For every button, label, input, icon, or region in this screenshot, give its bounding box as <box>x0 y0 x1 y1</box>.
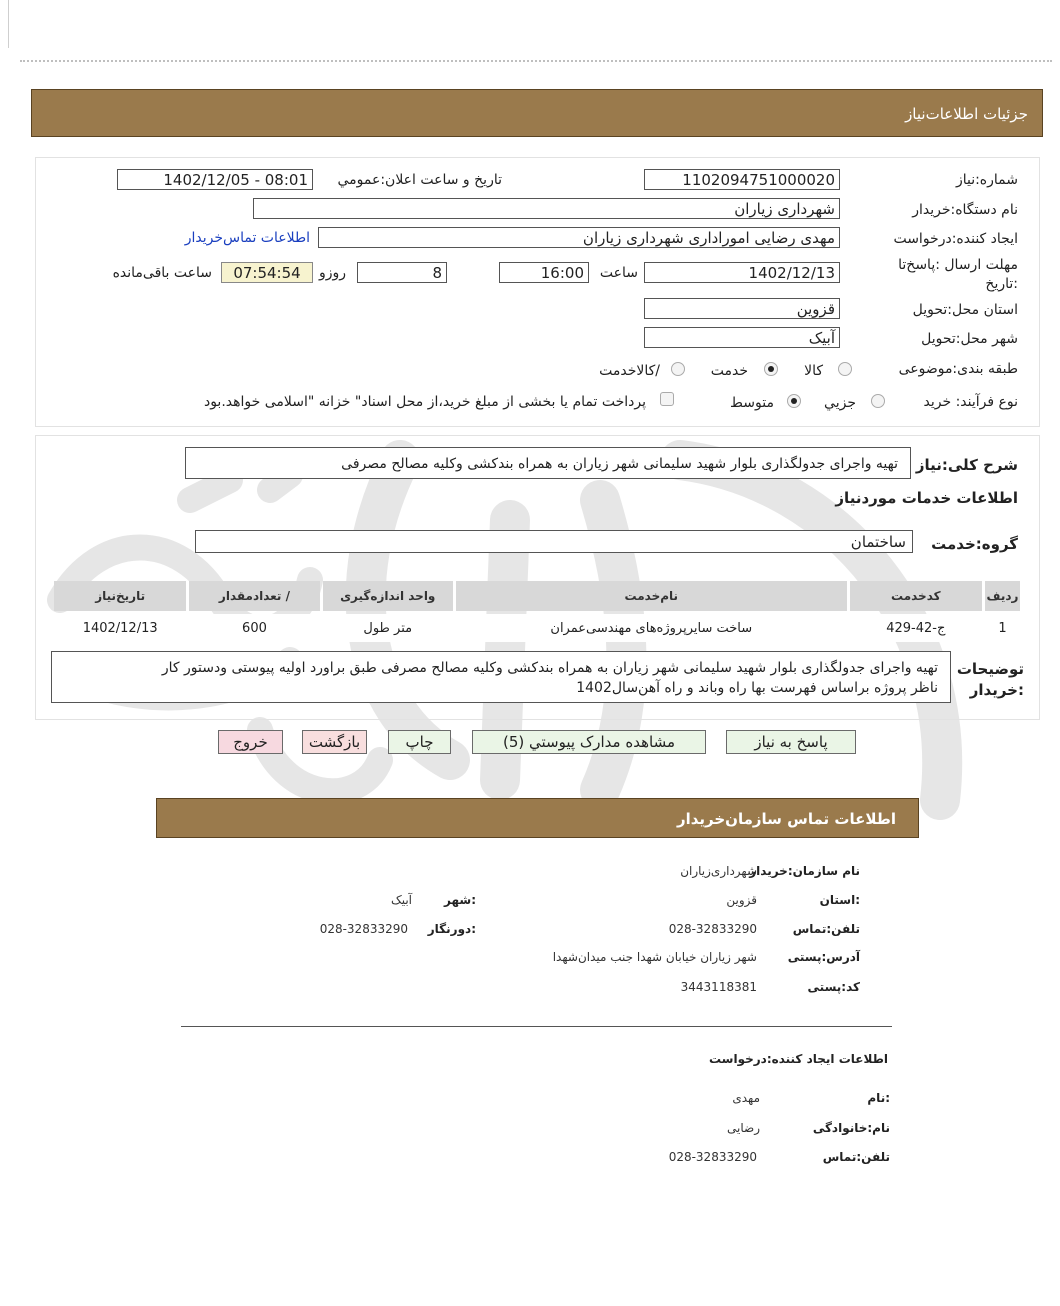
details-header <box>31 89 1043 137</box>
contact-fax-label: :دورنگار <box>427 922 476 936</box>
contact-header <box>156 798 919 838</box>
deadline-time-label: ساعت <box>599 265 638 281</box>
back-button[interactable]: بازگشت <box>302 730 367 754</box>
services-table-header <box>54 581 1020 611</box>
buyer-notes-label-line2: :خریدار <box>969 681 1024 699</box>
need-number-field: 1102094751000020 <box>644 169 840 190</box>
deadline-label-line1: مهلت ارسال :پاسخ‌تا <box>898 257 1018 273</box>
service-group-label: گروه:خدمت <box>931 535 1018 553</box>
cell-quantity: 600 <box>189 614 319 642</box>
buyer-notes-label-line1: توضیحات <box>956 660 1024 678</box>
announce-date-field: 1402/12/05 - 08:01 <box>117 169 313 190</box>
contact-city-label: :شهر <box>444 893 476 907</box>
remaining-time-label: ساعت باقی‌مانده <box>112 265 212 281</box>
category-option-service: خدمت <box>710 363 748 379</box>
city-label: شهر محل:تحویل <box>921 331 1018 347</box>
creator-family-value: رضایی <box>727 1121 760 1135</box>
attachments-button[interactable]: مشاهده مدارک پیوستي (5) <box>472 730 706 754</box>
contact-header-title: اطلاعات تماس سازمان‌خریدار <box>676 810 896 828</box>
process-radio-medium[interactable] <box>787 394 801 408</box>
cell-unit: متر طول <box>323 614 453 642</box>
city-field: آبیک <box>644 327 840 348</box>
province-field: قزوین <box>644 298 840 319</box>
process-label: نوع فرآیند: خرید <box>923 394 1018 410</box>
cell-row: 1 <box>985 614 1020 642</box>
days-field: 8 <box>357 262 447 283</box>
table-row <box>54 614 1020 642</box>
creator-phone-value: 028-32833290 <box>668 1150 757 1164</box>
services-table <box>51 578 1023 645</box>
cell-service-code: ج-42-429 <box>850 614 982 642</box>
page-edge-line <box>8 0 9 48</box>
contact-org-label: نام سازمان:خریدار <box>749 864 860 878</box>
contact-province-label: :استان <box>819 893 860 907</box>
details-header-title: جزئیات اطلاعات‌نیاز <box>905 105 1028 123</box>
buyer-notes-field <box>51 651 951 703</box>
process-option-medium: متوسط <box>730 395 774 411</box>
contact-address-value: شهر زیاران خیابان شهدا جنب میدان‌شهدا <box>552 950 757 964</box>
need-description-field: تهیه واجرای جدولگذاری بلوار شهید سلیمانی شهر زیاران به همراه بندکشی وکلیه مصالح مصرفی <box>185 447 911 479</box>
category-option-goods-service: /کالاخدمت <box>599 363 660 379</box>
creator-family-label: نام:خانوادگی <box>812 1121 890 1135</box>
province-label: استان محل:تحویل <box>912 302 1018 318</box>
buyer-notes-line1: تهیه واجرای جدولگذاری بلوار شهید سلیمانی شهر زیاران به همراه بندکشی وکلیه مصالح مصرفی طبق براورد اولیه پیوستی ودستور کار <box>161 660 938 676</box>
reply-button[interactable]: پاسخ به نیاز <box>726 730 856 754</box>
creator-name-value: مهدی <box>732 1091 760 1105</box>
deadline-date-field: 1402/12/13 <box>644 262 840 283</box>
col-service-code: کدخدمت <box>850 581 982 611</box>
creator-label: ایجاد کننده:درخواست <box>893 231 1018 247</box>
creator-field: مهدی رضایی اموراداری شهرداری زیاران <box>318 227 840 248</box>
contact-province-value: قزوین <box>726 893 757 907</box>
contact-divider <box>181 1026 892 1027</box>
treasury-payment-checkbox[interactable] <box>660 392 674 406</box>
contact-postal-label: کد:پستی <box>807 980 860 994</box>
buyer-org-label: نام دستگاه:خریدار <box>912 202 1018 218</box>
buyer-org-field: شهرداری زیاران <box>253 198 840 219</box>
contact-fax-value: 028-32833290 <box>319 922 408 936</box>
col-row: ردیف <box>985 581 1020 611</box>
col-quantity: / تعدادمقدار <box>189 581 319 611</box>
col-need-date: تاریخ‌نیاز <box>54 581 186 611</box>
process-option-minor: جزیي <box>824 395 856 411</box>
contact-postal-value: 3443118381 <box>680 980 757 994</box>
remaining-time-field: 07:54:54 <box>221 262 313 283</box>
services-heading: اطلاعات خدمات موردنیاز <box>835 489 1018 507</box>
category-label: طبقه بندی:موضوعی <box>898 361 1018 377</box>
creator-phone-label: تلفن:تماس <box>822 1150 890 1164</box>
service-group-field: ساختمان <box>195 530 913 553</box>
contact-address-label: آدرس:پستی <box>787 950 860 964</box>
top-separator <box>20 60 1052 62</box>
deadline-label-line2: :تاریخ <box>985 276 1018 292</box>
creator-info-heading: اطلاعات ایجاد کننده:درخواست <box>708 1052 888 1066</box>
category-radio-goods[interactable] <box>838 362 852 376</box>
cell-need-date: 1402/12/13 <box>54 614 186 642</box>
deadline-time-field: 16:00 <box>499 262 589 283</box>
contact-org-value: شهرداری‌زیاران <box>680 864 757 878</box>
col-service-name: نام‌خدمت <box>456 581 847 611</box>
buyer-contact-link[interactable]: اطلاعات تماس‌خریدار <box>184 230 310 246</box>
contact-phone-label: تلفن:تماس <box>792 922 860 936</box>
process-radio-minor[interactable] <box>871 394 885 408</box>
print-button[interactable]: چاپ <box>388 730 451 754</box>
days-label: روزو <box>318 265 346 281</box>
cell-service-name: ساخت سایرپروژه‌های مهندسی‌عمران <box>456 614 847 642</box>
contact-city-value: آبیک <box>390 893 412 907</box>
announce-date-label: تاریخ و ساعت اعلان:عمومي <box>337 172 502 188</box>
category-option-goods: کالا <box>804 363 823 379</box>
col-unit: واحد اندازه‌گیری <box>323 581 453 611</box>
category-radio-goods-service[interactable] <box>671 362 685 376</box>
need-number-label: شماره:نیاز <box>955 172 1018 188</box>
contact-phone-value: 028-32833290 <box>668 922 757 936</box>
category-radio-service[interactable] <box>764 362 778 376</box>
creator-name-label: :نام <box>867 1091 890 1105</box>
need-description-label: شرح کلی:نیاز <box>915 456 1018 474</box>
buyer-notes-line2: ناظر پروژه براساس فهرست بها راه وباند و راه آهن‌سال1402 <box>576 680 938 696</box>
treasury-payment-note: پرداخت تمام یا بخشی از مبلغ خرید،از محل اسناد" خزانه "اسلامی خواهد.بود <box>203 394 646 410</box>
exit-button[interactable]: خروج <box>218 730 283 754</box>
